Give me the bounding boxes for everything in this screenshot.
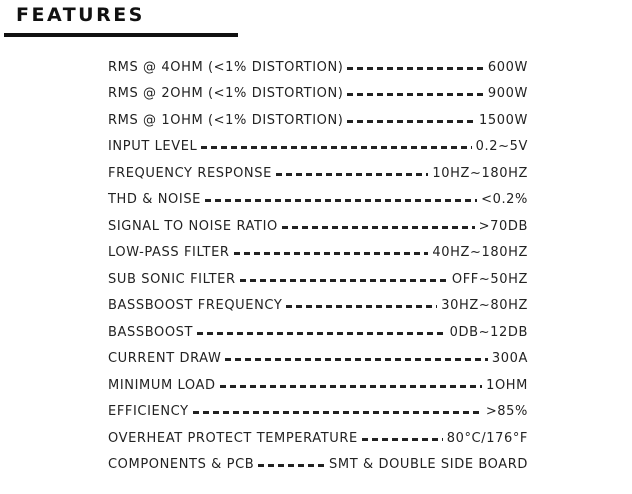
spec-row xyxy=(108,234,528,261)
spec-value: SMT & DOUBLE SIDE BOARD xyxy=(329,457,528,472)
dash-leader xyxy=(225,358,487,361)
spec-value: 10HZ~180HZ xyxy=(432,165,528,181)
spec-value: 1500W xyxy=(479,112,528,128)
dash-leader xyxy=(220,385,483,388)
spec-value: 80°C/176°F xyxy=(446,430,528,446)
spec-name: SIGNAL TO NOISE RATIO xyxy=(108,218,278,234)
dash-leader xyxy=(282,226,475,229)
spec-value: 300A xyxy=(491,351,528,366)
spec-value: 30HZ~80HZ xyxy=(441,298,528,313)
spec-value: >85% xyxy=(485,404,528,419)
dash-leader xyxy=(240,279,448,282)
spec-row xyxy=(108,340,528,367)
spec-row xyxy=(108,419,528,446)
spec-value: 40HZ~180HZ xyxy=(432,245,528,260)
spec-name: RMS @ 2OHM (<1% DISTORTION) xyxy=(108,86,344,101)
dash-leader xyxy=(347,67,483,70)
spec-row xyxy=(108,393,528,420)
spec-name: RMS @ 1OHM (<1% DISTORTION) xyxy=(108,112,344,128)
spec-name: EFFICIENCY xyxy=(108,404,189,419)
spec-name: SUB SONIC FILTER xyxy=(108,271,236,287)
spec-row xyxy=(108,101,528,128)
spec-row xyxy=(108,128,528,155)
spec-name: BASSBOOST xyxy=(108,324,194,340)
spec-name: THD & NOISE xyxy=(108,192,201,207)
spec-row xyxy=(108,366,528,393)
dash-leader xyxy=(201,146,471,149)
section-title: FEATURES xyxy=(16,4,145,26)
spec-row xyxy=(108,446,528,473)
spec-row xyxy=(108,287,528,314)
spec-row xyxy=(108,154,528,181)
dash-leader xyxy=(197,332,446,335)
spec-row xyxy=(108,48,528,75)
dash-leader xyxy=(258,464,325,467)
spec-value: 900W xyxy=(487,86,528,101)
spec-name: RMS @ 4OHM (<1% DISTORTION) xyxy=(108,59,344,75)
spec-value: <0.2% xyxy=(481,192,528,207)
dash-leader xyxy=(276,173,428,176)
spec-value: 0.2~5V xyxy=(475,139,528,154)
spec-value: 0DB~12DB xyxy=(449,324,528,340)
dash-leader xyxy=(286,305,437,308)
spec-name: CURRENT DRAW xyxy=(108,351,222,366)
spec-row xyxy=(108,260,528,287)
spec-name: MINIMUM LOAD xyxy=(108,377,216,393)
spec-name: INPUT LEVEL xyxy=(108,139,198,154)
spec-row xyxy=(108,75,528,102)
dash-leader xyxy=(347,93,483,96)
spec-value: 600W xyxy=(487,59,528,75)
dash-leader xyxy=(362,438,443,441)
dash-leader xyxy=(193,411,482,414)
spec-row xyxy=(108,207,528,234)
spec-name: OVERHEAT PROTECT TEMPERATURE xyxy=(108,430,358,446)
spec-value: >70DB xyxy=(478,218,528,234)
spec-value: 1OHM xyxy=(486,377,528,393)
feature-spec-list xyxy=(108,48,528,472)
spec-name: COMPONENTS & PCB xyxy=(108,457,255,472)
spec-row xyxy=(108,181,528,208)
dash-leader xyxy=(347,120,475,123)
dash-leader xyxy=(205,199,477,202)
spec-row xyxy=(108,313,528,340)
spec-name: FREQUENCY RESPONSE xyxy=(108,165,272,181)
spec-name: LOW-PASS FILTER xyxy=(108,245,230,260)
spec-name: BASSBOOST FREQUENCY xyxy=(108,298,283,313)
dash-leader xyxy=(234,252,429,255)
title-underline xyxy=(4,33,238,37)
spec-value: OFF~50HZ xyxy=(451,271,528,287)
